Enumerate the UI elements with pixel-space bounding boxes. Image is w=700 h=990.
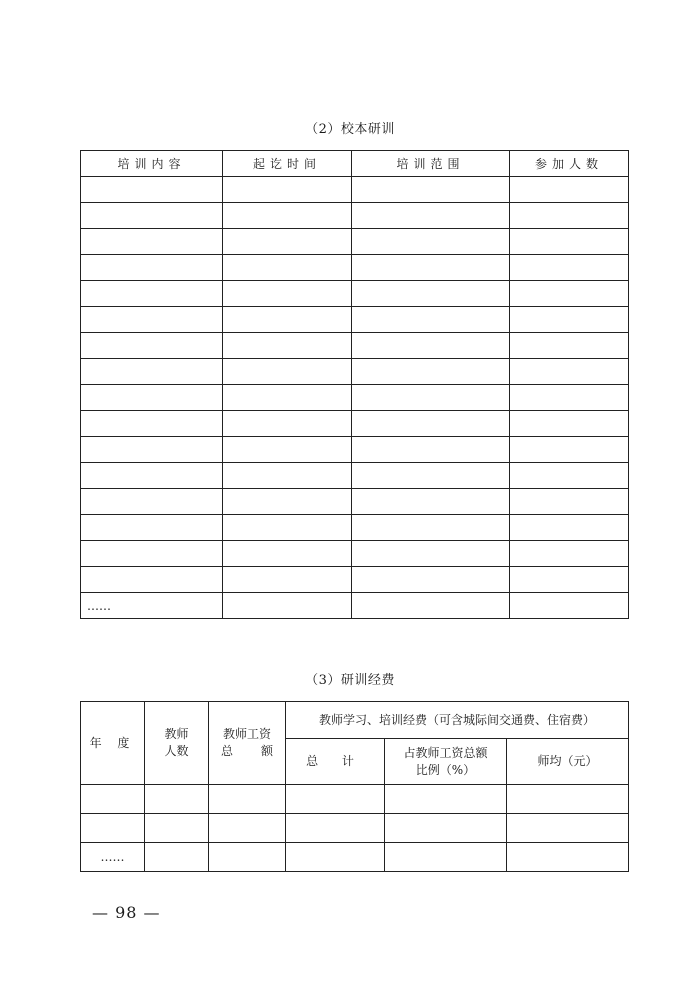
table-cell[interactable] [81, 229, 223, 255]
column-header-participant-count: 参加人数 [510, 151, 629, 177]
table-cell[interactable] [385, 843, 507, 872]
table-cell[interactable] [223, 515, 352, 541]
table-cell[interactable] [510, 229, 629, 255]
table-cell[interactable] [223, 437, 352, 463]
table-cell[interactable] [145, 785, 209, 814]
section-title-school-training: （2）校本研训 [305, 122, 395, 137]
table-cell[interactable] [352, 307, 510, 333]
table-cell[interactable] [209, 785, 286, 814]
ellipsis-marker: …… [81, 843, 145, 872]
table-cell[interactable] [81, 385, 223, 411]
table-cell[interactable] [223, 593, 352, 619]
table-cell[interactable] [510, 489, 629, 515]
table-cell[interactable] [223, 567, 352, 593]
table-cell[interactable] [510, 437, 629, 463]
salary-ratio-label-line1: 占教师工资总额 [403, 745, 488, 760]
table-cell[interactable] [352, 567, 510, 593]
salary-total-label-line2 [221, 743, 273, 760]
table-row [81, 203, 629, 229]
table-cell[interactable] [286, 785, 385, 814]
table-cell[interactable] [510, 281, 629, 307]
table-cell[interactable] [352, 281, 510, 307]
salary-ratio-label-line2: 比例（%） [415, 762, 476, 777]
school-training-table-body [81, 177, 629, 619]
column-header-total: 总 计 [286, 739, 385, 785]
table-row [81, 463, 629, 489]
table-cell[interactable] [510, 307, 629, 333]
table-row [81, 281, 629, 307]
training-funds-table [80, 701, 629, 872]
table-cell[interactable] [352, 359, 510, 385]
table-cell[interactable] [223, 333, 352, 359]
table-row [81, 229, 629, 255]
table-header-row [81, 702, 629, 739]
table-cell[interactable] [352, 463, 510, 489]
table-row [81, 255, 629, 281]
table-cell[interactable] [223, 463, 352, 489]
table-cell[interactable] [81, 785, 145, 814]
table-row [81, 307, 629, 333]
table-cell[interactable] [385, 785, 507, 814]
table-row [81, 814, 629, 843]
table-cell[interactable] [81, 307, 223, 333]
teacher-count-label-line1: 教师 [164, 727, 189, 741]
table-cell[interactable] [81, 541, 223, 567]
table-cell[interactable] [209, 843, 286, 872]
column-header-time-period: 起讫时间 [223, 151, 352, 177]
table-cell[interactable] [352, 385, 510, 411]
table-row [81, 437, 629, 463]
column-header-training-content: 培训内容 [81, 151, 223, 177]
salary-total-label-line1: 教师工资 [222, 727, 271, 741]
table-cell[interactable] [352, 593, 510, 619]
table-cell[interactable] [510, 541, 629, 567]
table-cell[interactable] [352, 515, 510, 541]
table-cell[interactable] [510, 177, 629, 203]
table-row [81, 843, 629, 872]
salary-total-label-char2: 额 [260, 744, 273, 758]
table-row [81, 385, 629, 411]
salary-total-label-char1: 总 [221, 744, 234, 758]
table-cell[interactable] [510, 359, 629, 385]
ellipsis-marker: …… [81, 593, 223, 619]
column-group-header-expenses: 教师学习、培训经费（可含城际间交通费、住宿费） [286, 702, 629, 739]
section-title-training-funds: （3）研训经费 [305, 673, 395, 688]
table-cell[interactable] [352, 229, 510, 255]
table-header-row [81, 151, 629, 177]
table-cell[interactable] [81, 463, 223, 489]
table-row [81, 359, 629, 385]
table-cell[interactable] [223, 203, 352, 229]
table-cell[interactable] [223, 541, 352, 567]
table-cell[interactable] [81, 281, 223, 307]
table-cell[interactable] [352, 489, 510, 515]
table-cell[interactable] [223, 489, 352, 515]
table-cell[interactable] [145, 843, 209, 872]
column-header-training-scope: 培训范围 [352, 151, 510, 177]
table-cell[interactable] [510, 333, 629, 359]
column-header-teacher-count [145, 702, 209, 785]
table-row [81, 177, 629, 203]
table-cell[interactable] [507, 843, 629, 872]
table-cell[interactable] [81, 567, 223, 593]
table-cell[interactable] [510, 385, 629, 411]
table-cell[interactable] [352, 333, 510, 359]
column-header-per-teacher: 师均（元） [507, 739, 629, 785]
table-cell[interactable] [507, 785, 629, 814]
table-cell[interactable] [209, 814, 286, 843]
table-cell[interactable] [223, 281, 352, 307]
table-cell[interactable] [510, 203, 629, 229]
table-cell[interactable] [223, 255, 352, 281]
table-cell[interactable] [81, 359, 223, 385]
table-row [81, 541, 629, 567]
table-cell[interactable] [510, 593, 629, 619]
table-cell[interactable] [81, 177, 223, 203]
table-row [81, 411, 629, 437]
table-cell[interactable] [352, 411, 510, 437]
table-cell[interactable] [352, 177, 510, 203]
table-cell[interactable] [145, 814, 209, 843]
table-cell[interactable] [223, 177, 352, 203]
column-header-year: 年 度 [81, 702, 145, 785]
table-cell[interactable] [286, 843, 385, 872]
table-cell[interactable] [510, 463, 629, 489]
table-cell[interactable] [352, 203, 510, 229]
table-cell[interactable] [385, 814, 507, 843]
table-cell[interactable] [507, 814, 629, 843]
table-cell[interactable] [81, 489, 223, 515]
table-cell[interactable] [510, 515, 629, 541]
table-row [81, 567, 629, 593]
table-cell[interactable] [510, 255, 629, 281]
school-training-table [80, 150, 629, 619]
table-cell[interactable] [352, 255, 510, 281]
table-cell[interactable] [81, 255, 223, 281]
table-cell[interactable] [81, 437, 223, 463]
table-cell[interactable] [223, 229, 352, 255]
table-row [81, 333, 629, 359]
table-row [81, 515, 629, 541]
table-cell[interactable] [81, 333, 223, 359]
table-cell[interactable] [81, 411, 223, 437]
teacher-count-label-line2: 人数 [164, 744, 189, 758]
page-number: — 98 — [92, 903, 161, 922]
table-cell[interactable] [286, 814, 385, 843]
table-row [81, 593, 629, 619]
column-header-salary-total [209, 702, 286, 785]
table-cell[interactable] [223, 385, 352, 411]
table-cell[interactable] [223, 411, 352, 437]
table-cell[interactable] [352, 541, 510, 567]
table-cell[interactable] [510, 411, 629, 437]
table-cell[interactable] [81, 203, 223, 229]
column-header-salary-ratio [385, 739, 507, 785]
table-cell[interactable] [81, 814, 145, 843]
table-cell[interactable] [352, 437, 510, 463]
table-cell[interactable] [510, 567, 629, 593]
table-row [81, 785, 629, 814]
table-cell[interactable] [81, 515, 223, 541]
table-row [81, 489, 629, 515]
table-cell[interactable] [223, 307, 352, 333]
table-cell[interactable] [223, 359, 352, 385]
